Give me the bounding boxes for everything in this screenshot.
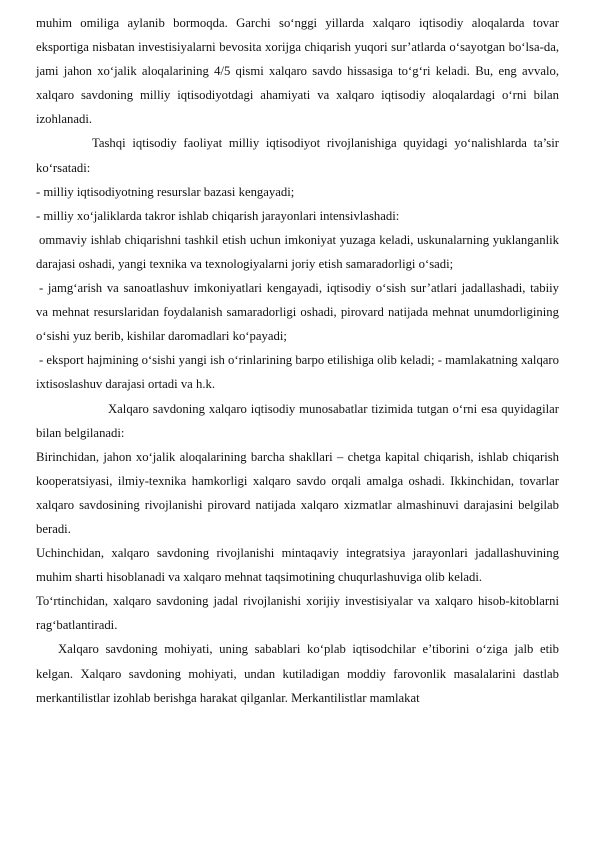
list-item-export: - eksport hajmining o‘sishi yangi ish o‘rinlarining barpo etilishiga olib keladi; - mamlakatning xalqaro ixtisoslashuv darajasi ortadi va h.k. [36, 353, 559, 392]
paragraph-third: Uchinchidan, xalqaro savdoning rivojlanishi mintaqaviy integratsiya jarayonlari jadallashuvining muhim sharti hisoblanadi va xalqaro mehnat taqsimotining chuqurlashuviga olib keladi. [36, 546, 559, 585]
paragraph-fourth: To‘rtinchidan, xalqaro savdoning jadal rivojlanishi xorijiy investisiyalar va xalqaro hisob-kitoblarni rag‘batlantiradi. [36, 594, 559, 633]
list-item-reproduction: - milliy xo‘jaliklarda takror ishlab chiqarish jarayonlari intensivlashadi: [36, 208, 400, 223]
list-item-mass-production: ommaviy ishlab chiqarishni tashkil etish uchun imkoniyat yuzaga keladi, uskunalarning yuklanganlik darajasi oshadi, yangi texnika va texnologiyalarni joriy etish samaradorligi o‘sadi; [36, 232, 559, 271]
paragraph-intro: muhim omiliga aylanib bormoqda. Garchi so‘nggi yillarda xalqaro iqtisodiy aloqalarda tovar eksportiga nisbatan investisiyalarni bevosita xorijga chiqarish yuqori sur’atlarda o‘sayotgan bo‘lsa-da, jami jahon xo‘jalik aloqalarining 4/5 qismi xalqaro savdo hissasiga to‘g‘ri keladi. Bu, eng avvalo, xalqaro savdoning milliy iqtisodiyotdagi ahamiyati va xalqaro iqtisodiy aloqalardagi o‘rni bilan izohlanadi. [36, 16, 559, 127]
paragraph-first: Birinchidan, jahon xo‘jalik aloqalarining barcha shakllari – chetga kapital chiqarish, ishlab chiqarish kooperatsiyasi, ilmiy-texnika hamkorligi xalqaro savdo orqali amalga oshadi. Ikkinchidan, tovarlar xalqaro savdosining rivojlanishi pirovard natijada xalqaro xizmatlar almashinuvi darajasini belgilab beradi. [36, 449, 559, 536]
paragraph-directions: Tashqi iqtisodiy faoliyat milliy iqtisodiyot rivojlanishiga quyidagi yo‘nalishlarda ta’sir ko‘rsatadi: [36, 136, 559, 175]
list-item-resources: - milliy iqtisodiyotning resurslar bazasi kengayadi; [36, 184, 295, 199]
paragraph-trade-role: Xalqaro savdoning xalqaro iqtisodiy munosabatlar tizimida tutgan o‘rni esa quyidagilar bilan belgilanadi: [36, 401, 559, 440]
document-page [36, 11, 559, 710]
paragraph-essence: Xalqaro savdoning mohiyati, uning sabablari ko‘plab iqtisodchilar e’tiborini o‘ziga jalb etib kelgan. Xalqaro savdoning mohiyati, undan kutiladigan moddiy farovonlik masalalarini dastlab merkantilistlar izohlab berishga harakat qilganlar. Merkantilistlar mamlakat [36, 642, 559, 705]
list-item-accumulation: - jamg‘arish va sanoatlashuv imkoniyatlari kengayadi, iqtisodiy o‘sish sur’atlari jadallashadi, tabiiy va mehnat resurslaridan foydalanish samaradorligi oshadi, pirovard natijada mehnat unumdorligining o‘sishi yuz berib, kishilar daromadlari ko‘payadi; [36, 281, 559, 344]
